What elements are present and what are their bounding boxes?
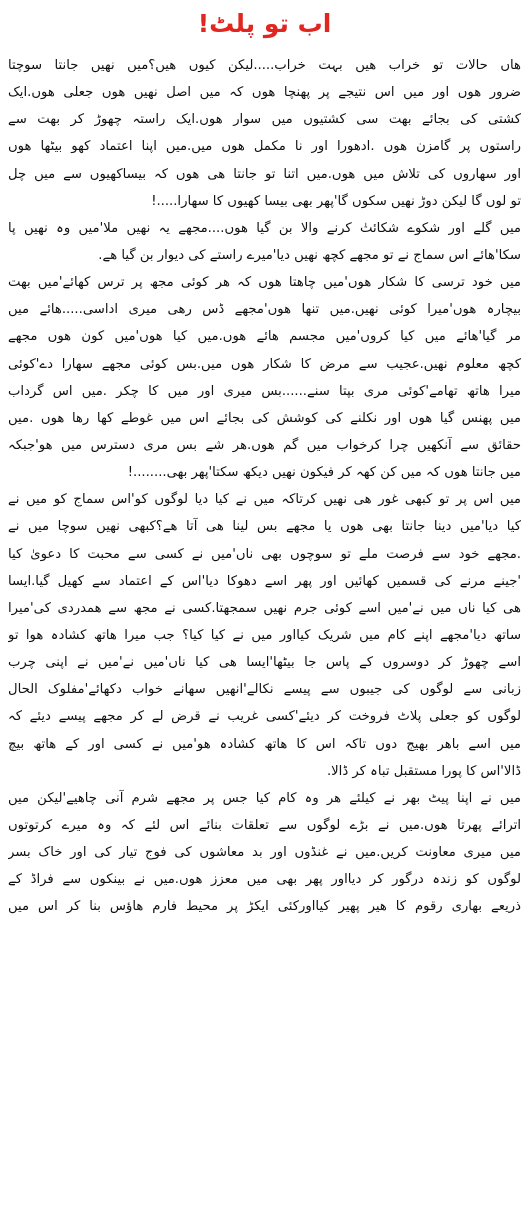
text-line: ذریعے بھاری رقوم کا ھیر پھیر کیااورکئی ایکڑ پر محیط فارم ھاؤس بنا کر اس میں <box>8 899 521 915</box>
text-line: اسے چھوڑ کر دوسروں کے پاس جا بیٹھا'ایسا ھی کیا ناں'میں نے'میں نے اپنی چرب <box>8 655 521 671</box>
text-line: میں میری معاونت کریں.میں نے غنڈوں اور بد معاشوں کی فوج تیار کی اور خاک بسر <box>8 845 521 861</box>
text-line: کچھ معلوم نھیں.عجیب سے مرض کا شکار ھوں میں.بس کوئی مجھے سھارا دے'کوئی <box>8 356 521 372</box>
text-line: مر گیا'ھائے میں کیا کروں'میں مجسم ھائے ھوں.میں کیا ھوں'میں کون ھوں مجھے <box>8 329 521 345</box>
text-line: میں گلے اور شکوے شکائتٰ کرنے والا بن گیا ھوں....مجھے یہ نھیں ملا'میں وہ نھیں پا <box>8 220 521 236</box>
text-line: میں اسے باھر بھیج دوں تاکہ اس کا ھاتھ کشادہ ھو'میں نے کسی اور کے ھاتھ بیچ <box>8 736 521 752</box>
text-line: میں اس پر تو کبھی غور ھی نھیں کرتاکہ میں نے کیا دیا لوگوں کو'اس سماج کو میں نے <box>8 492 521 508</box>
text-line: سکا'ھائے اس سماج نے تو مجھے کچھ نھیں دیا'میرے راستے کی دیوار بن گیا ھے. <box>98 247 521 263</box>
text-line: 'جینے مرنے کی قسمیں کھائیں اور پھر اسے دھوکا دیا'اس کے اعتماد سے کھیل گیا.ایسا <box>8 573 521 589</box>
text-line: حقائق سے آنکھیں چرا کرخواب میں گم ھوں.ھر شے بس مری دسترس میں ھو'جبکہ <box>8 437 521 453</box>
text-line: میں خود ترسی کا شکار ھوں'میں چاھتا ھوں کہ ھر کوئی مجھ پر ترس کھائے'میں بھت <box>8 275 521 291</box>
text-line: لوگوں کو جعلی پلاٹ فروخت کر دیئے'کسی غریب نے قرض لے کر مجھے پیسے دیئے کہ <box>8 709 521 725</box>
text-line: راستوں پر گامزن ھوں .ادھورا اور نا مکمل ھوں میں.میں اپنا اعتماد کھو بیٹھا ھوں <box>8 139 521 155</box>
text-line: زبانی سے لوگوں کی جیبوں سے پیسے نکالے'انھیں سھانے خواب دکھائے'مفلوک الحال <box>8 682 521 698</box>
text-line: میں جانتا ھوں کہ میں کن کھہ کر فیکون نھیں دیکھ سکتا'پھر بھی........! <box>127 465 521 481</box>
text-line: کشتی کی بجائے بھت سی کشتیوں میں سوار ھوں.ایک راستہ چھوڑ کر بھت سے <box>8 112 521 128</box>
text-line: اور سھاروں کی تلاش میں ھوں.میں اتنا تو جانتا ھی ھوں کہ بیساکھیوں سے میں چل <box>8 166 521 182</box>
text-line: میرا ھاتھ تھامے'کوئی مری بپتا سنے......بس میری اور میں کا چکر .میں اس گرداب <box>8 383 521 399</box>
text-line: تو لوں گا لیکن دوڑ نھیں سکوں گا'پھر بھی بیسا کھیوں کا سھارا.....! <box>151 193 521 209</box>
text-line: .مجھے خود سے فرصت ملے تو سوچوں بھی ناں'میں نے کسی سے محبت کا دعویٰ کیا <box>8 546 521 562</box>
text-line: میں پھنس گیا ھوں اور نکلنے کی کوشش کی بجائے اس میں غوطے کھا رھا ھوں .میں <box>8 410 521 426</box>
text-line: میں نے اپنا پیٹ بھر نے کیلئے ھر وہ کام کیا جس پر مجھے شرم آنی چاھیے'لیکن میں <box>8 790 521 806</box>
text-line: ھی کیا ناں میں نے'میں اسے کوئی جرم نھیں سمجھتا.کسی نے مجھ سے ھمدردی کی'میرا <box>8 600 521 616</box>
text-line: ھاں حالات تو خراب ھیں بہت خراب.....لیکن کیوں ھیں؟میں نھیں جانتا سوچتا <box>8 58 521 73</box>
text-line: کیا دیا'میں دینا جانتا بھی ھوں یا مجھے بس لینا ھی آتا ھے؟کبھی نھیں سوچا میں نے <box>8 519 521 535</box>
text-line: لوگوں کو زندہ درگور کر دیااور پھر بھی میں معزز ھوں.میں نے بینکوں سے فراڈ کے <box>8 872 521 888</box>
article-body <box>8 52 521 921</box>
text-line: ساتھ دیا'مجھے اپنے کام میں شریک کیااور میں نے کیا کیا؟ جب میرا ھاتھ کشادہ ھوا تو <box>8 627 521 643</box>
text-line: بیچارہ ھوں'میرا کوئی نھیں.میں تنھا ھوں'مجھے ڈس رھی میری اداسی.....ھائے میں <box>8 302 521 318</box>
text-line: ضرور ھوں اور میں اس نتیجے پر پھنچا ھوں کہ میں اصل نھیں ھوں جعلی ھوں.ایک <box>8 85 521 101</box>
text-line: اترائے پھرتا ھوں.میں نے بڑے لوگوں سے تعلقات بنائے اس لئے کہ وہ میرے کرتوتوں <box>8 817 521 833</box>
page-title: اب تو پلٹ! <box>197 9 332 38</box>
text-line: ڈالا'اس کا پورا مستقبل تباہ کر ڈالا. <box>326 763 521 779</box>
